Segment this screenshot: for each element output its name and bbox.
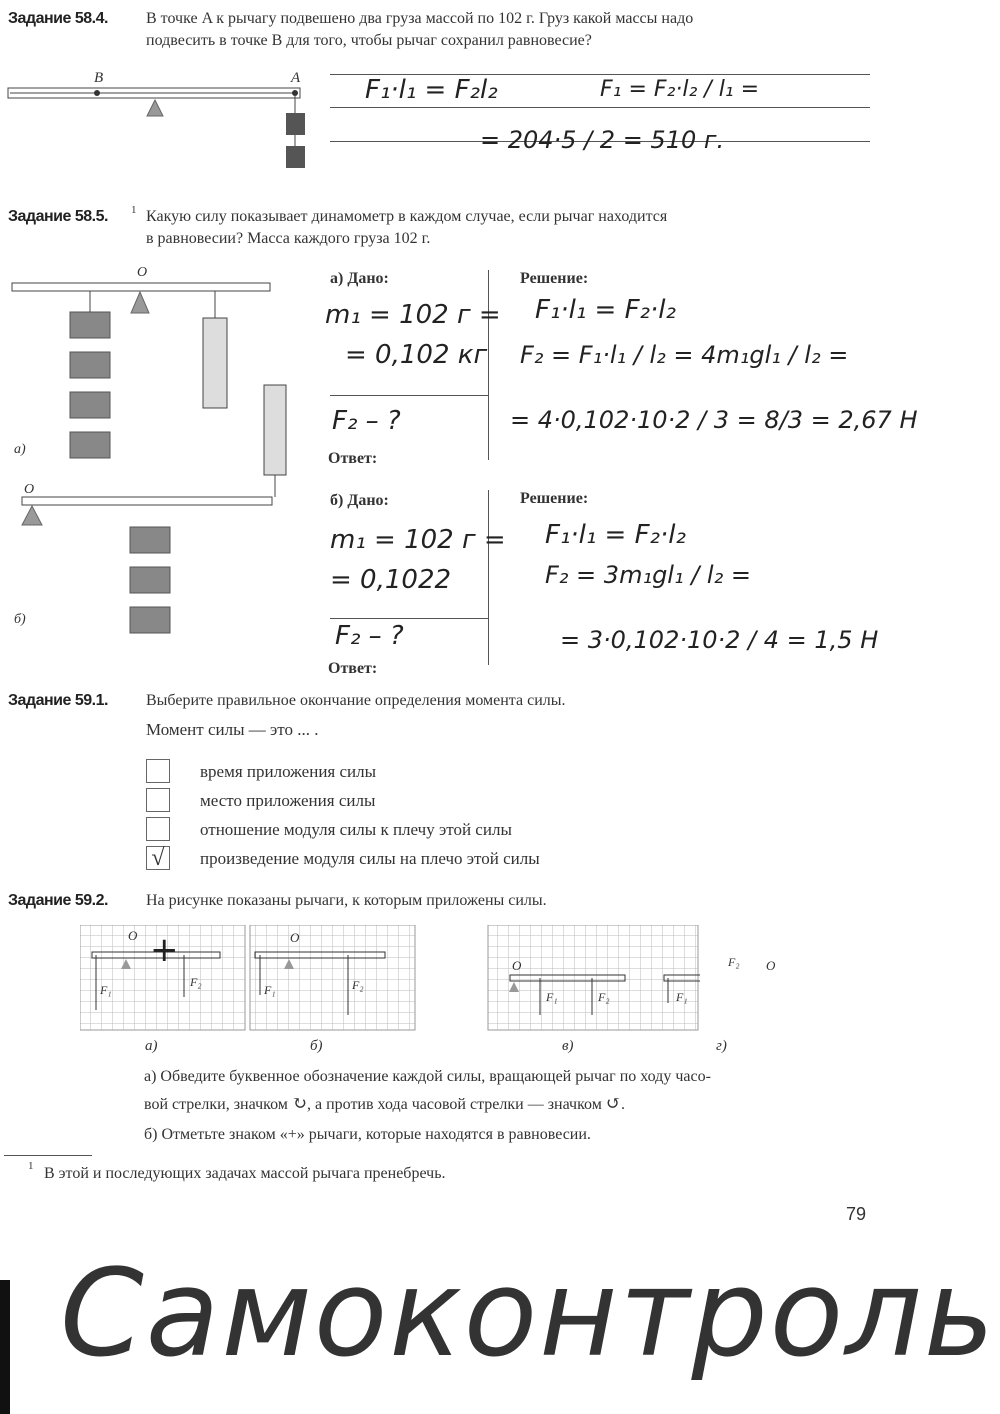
option-label-3: отношение модуля силы к плечу этой силы [200,820,512,839]
option-checkbox-1[interactable] [146,759,170,783]
page-number: 79 [846,1204,867,1224]
instruction-b: б) Отметьте знаком «+» рычаги, которые находятся в равновесии. [144,1126,591,1143]
option-label-4: произведение модуля силы на плечо этой силы [200,849,540,868]
fig-g-f2: F₂ [728,955,740,969]
figure-a-label: а) [14,442,26,457]
point-o-label-b: O [24,482,35,497]
task-58-5-label: Задание 58.5. [8,208,108,225]
scan-edge [0,1280,10,1414]
instruction-a-part2: , а против хода часовой стрелки — значком [306,1096,602,1113]
hw-stamp-overlay: Самоконтроль [60,1245,997,1384]
task-58-4-label: Задание 58.4. [8,10,108,27]
fig-b-f2: F₂ [352,978,364,992]
hw-58-4-line3: = 204·5 / 2 = 510 г. [480,126,725,154]
figure-label-b: б) [310,1038,323,1054]
fig-a-f2: F₂ [190,975,202,989]
hw-solution-a-2: F₂ = F₁·l₁ / l₂ = 4m₁gl₁ / l₂ = [520,341,849,369]
fig-a-point-o: O [128,928,138,943]
figure-label-a: а) [145,1038,158,1054]
figure-label-g: г) [716,1038,727,1054]
clockwise-arrow-icon: ↻ [291,1093,307,1113]
task-59-1-label: Задание 59.1. [8,692,108,709]
hw-58-4-line2: F₁ = F₂·l₂ / l₁ = [600,77,760,102]
hw-plus-sign: + [150,930,179,970]
task-58-5-text-line1: Какую силу показывает динамометр в каждом случае, если рычаг находится [146,208,668,225]
hw-58-4-line1: F₁·l₁ = F₂l₂ [365,75,498,105]
counterclockwise-arrow-icon: ↺ [605,1093,621,1113]
fig-a-f1: F₁ [100,983,112,997]
point-o-label-a: O [137,265,148,280]
hw-given-b-3: F₂ – ? [335,621,404,651]
hw-solution-b-2: F₂ = 3m₁gl₁ / l₂ = [545,561,751,589]
solution-label-a: Решение: [520,270,589,287]
instruction-a-line1: а) Обведите буквенное обозначение каждой силы, вращающей рычаг по ходу часо- [144,1068,711,1085]
option-checkbox-2[interactable] [146,788,170,812]
option-checkbox-3[interactable] [146,817,170,841]
fig-g-point-o: O [766,958,776,973]
answer-label-a: Ответ: [328,450,378,467]
instruction-a-line2: вой стрелки, значком ↻, а против хода часовой стрелки — значком ↺. [144,1093,625,1113]
option-label-2: место приложения силы [200,791,376,810]
task-59-2-text: На рисунке показаны рычаги, к которым приложены силы. [146,892,547,909]
hw-given-a-2: = 0,102 кг [345,340,488,370]
hw-given-a-1: m₁ = 102 г = [325,300,501,330]
hw-solution-a-1: F₁·l₁ = F₂·l₂ [535,295,676,325]
answer-label-b: Ответ: [328,660,378,677]
task-58-4-text-line2: подвесить в точке B для того, чтобы рычаг сохранил равновесие? [146,32,592,49]
hw-given-a-3: F₂ – ? [332,406,401,436]
hw-given-b-2: = 0,1022 [330,565,452,595]
task-59-1-text: Выберите правильное окончание определения момента силы. [146,692,566,709]
figure-b-label: б) [14,612,26,627]
fig-v-f1: F₁ [546,990,558,1004]
lever-diagram-58-4 [0,80,320,170]
task-59-2-label: Задание 59.2. [8,892,108,909]
check-mark-icon: √ [151,845,165,871]
task-58-5-text-line2: в равновесии? Масса каждого груза 102 г. [146,230,431,247]
lever-diagrams-58-5 [0,275,320,645]
task-58-4-text-line1: В точке A к рычагу подвешено два груза массой по 102 г. Груз какой массы надо [146,10,694,27]
hw-solution-b-3: = 3·0,102·10·2 / 4 = 1,5 Н [560,626,879,654]
hw-solution-a-3: = 4·0,102·10·2 / 3 = 8/3 = 2,67 Н [510,406,918,434]
figure-label-v: в) [562,1038,574,1054]
fig-b-point-o: O [290,930,300,945]
point-b-label: B [94,70,104,86]
hw-solution-b-1: F₁·l₁ = F₂·l₂ [545,520,686,550]
point-a-label: A [291,70,301,86]
fig-v-point-o: O [512,958,522,973]
option-label-1: время приложения силы [200,762,377,781]
option-checkbox-4-checked[interactable] [146,846,170,870]
given-label-b: б) Дано: [330,492,389,509]
hw-given-b-1: m₁ = 102 г = [330,525,506,555]
instruction-a-part1: вой стрелки, значком [144,1096,288,1113]
task-59-1-lead: Момент силы — это ... . [146,720,319,739]
fig-v-f2: F₂ [598,990,610,1004]
given-label-a: а) Дано: [330,270,389,287]
solution-label-b: Решение: [520,490,589,507]
fig-b-f1: F₁ [264,983,276,997]
fig-g-f1: F₁ [676,990,688,1004]
footnote-mark: 1 [131,204,137,216]
footnote-text: В этой и последующих задачах массой рычага пренебречь. [44,1165,446,1182]
footnote-number: 1 [28,1160,34,1172]
